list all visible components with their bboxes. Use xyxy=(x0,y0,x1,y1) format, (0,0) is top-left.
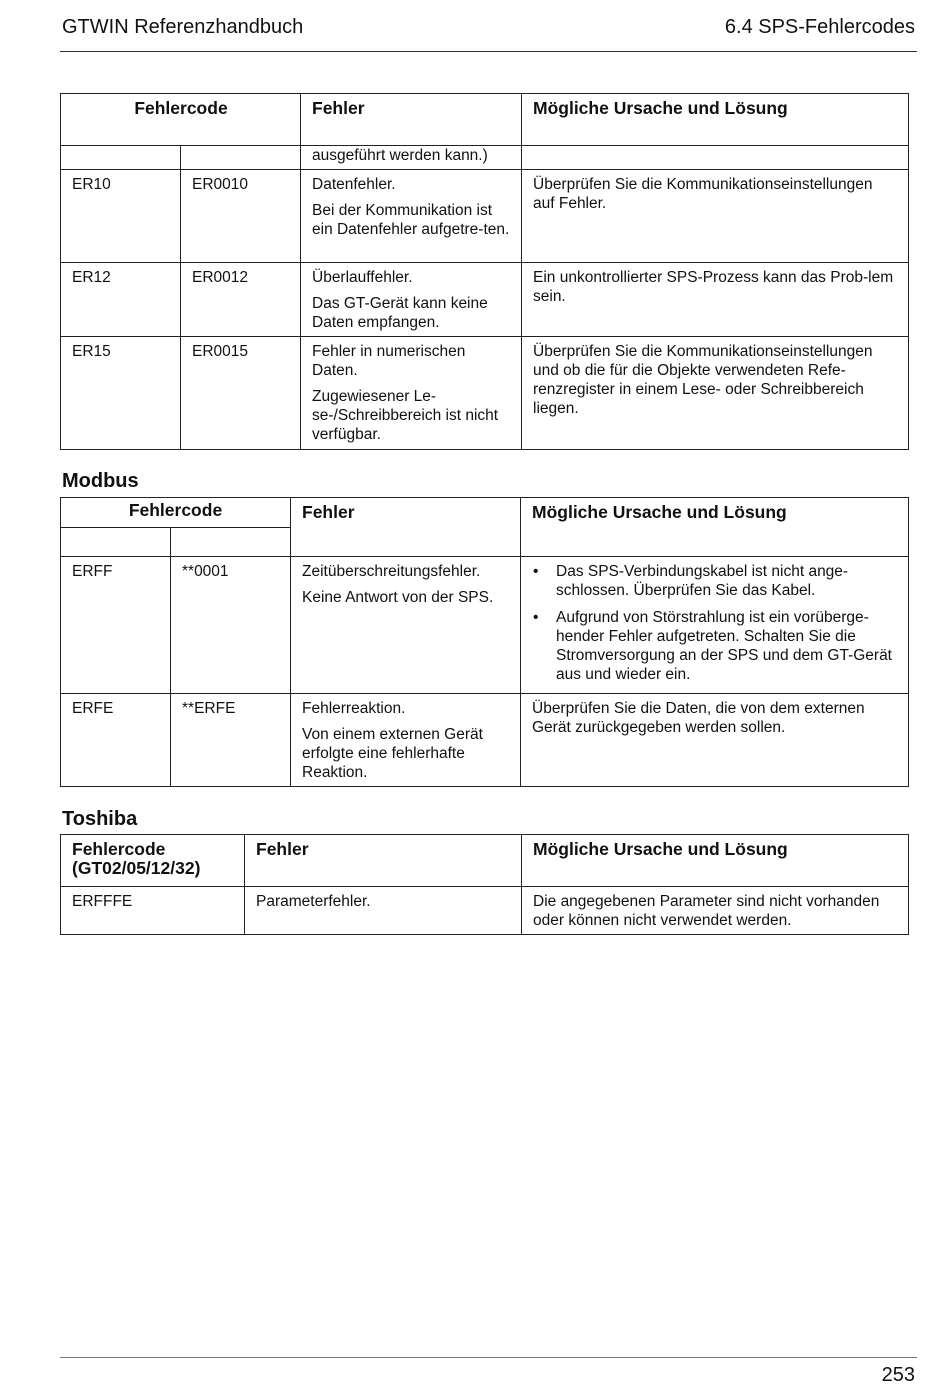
header-rule xyxy=(60,51,917,52)
error-code: ERFFFE xyxy=(72,893,133,910)
table-row xyxy=(61,146,909,170)
error-code: ER10 xyxy=(72,176,111,193)
section-heading-modbus: Modbus xyxy=(62,470,139,492)
table-row xyxy=(61,337,909,450)
subheader-gt01: GT01/11/21 xyxy=(67,532,149,549)
error-code: ER12 xyxy=(72,269,111,286)
header-fehler: Fehler xyxy=(312,98,365,118)
footer-rule xyxy=(60,1357,917,1358)
error-description: Von einem externen Gerät erfolgte eine fehlerhafte Reaktion. xyxy=(302,726,483,781)
error-description: Keine Antwort von der SPS. xyxy=(302,589,494,606)
error-code: ER15 xyxy=(72,343,111,360)
error-table-modbus xyxy=(60,497,909,787)
error-table-toshiba xyxy=(60,834,909,935)
header-fehlercode: Fehlercode xyxy=(134,98,228,118)
header-ursache: Mögliche Ursache und Lösung xyxy=(533,98,788,118)
page-number: 253 xyxy=(881,1364,915,1386)
error-solution: Überprüfen Sie die Daten, die von dem externen Gerät zurückgegeben werden sollen. xyxy=(532,700,865,736)
section-title: 6.4 SPS-Fehlercodes xyxy=(724,16,915,38)
error-solution: Überprüfen Sie die Kommunikationseinstellungen auf Fehler. xyxy=(533,176,873,212)
error-name: Fehler in numerischen Daten. xyxy=(312,343,466,379)
error-table-continued xyxy=(60,93,909,450)
error-solution: Ein unkontrollierter SPS-Prozess kann das Prob-lem sein. xyxy=(533,269,894,305)
error-name: Datenfehler. xyxy=(312,176,396,193)
error-solution: Die angegebenen Parameter sind nicht vorhanden oder können nicht verwendet werden. xyxy=(533,893,880,929)
table-row xyxy=(61,694,909,787)
header-ursache: Mögliche Ursache und Lösung xyxy=(533,839,788,859)
table-row xyxy=(61,170,909,263)
error-description: Zugewiesener Le-se-/Schreibbereich ist nicht verfügbar. xyxy=(312,388,499,443)
error-code-alt: ER0015 xyxy=(192,343,249,360)
error-description: Das GT-Gerät kann keine Daten empfangen. xyxy=(312,295,488,331)
error-code-alt: **ERFE xyxy=(182,700,236,717)
error-name: Parameterfehler. xyxy=(256,893,371,910)
table-row xyxy=(61,263,909,337)
error-code: ERFE xyxy=(72,700,114,717)
page-header xyxy=(62,16,915,46)
header-ursache: Mögliche Ursache und Lösung xyxy=(532,502,787,522)
error-description: Bei der Kommunikation ist ein Datenfehler aufgetre-ten. xyxy=(312,202,510,238)
continuation-text: ausgeführt werden kann.) xyxy=(312,147,488,164)
table-header-row xyxy=(61,835,909,887)
list-item: • Das SPS-Verbindungskabel ist nicht ange-schlossen. Überprüfen Sie das Kabel. xyxy=(532,562,898,600)
error-code: ERFF xyxy=(72,563,113,580)
error-code-alt: **0001 xyxy=(182,563,229,580)
header-fehler: Fehler xyxy=(302,502,355,522)
error-solution: Überprüfen Sie die Kommunikationseinstellungen und ob die für die Objekte verwendeten Refe-renzregister in einem Lese- oder Schreibbereich liegen. xyxy=(533,343,873,417)
error-code-alt: ER0010 xyxy=(192,176,249,193)
header-fehler: Fehler xyxy=(256,839,309,859)
header-fehlercode: Fehlercode (GT02/05/12/32) xyxy=(72,839,201,878)
error-code-alt: ER0012 xyxy=(192,269,249,286)
list-item: • Aufgrund von Störstrahlung ist ein vorüberge-hender Fehler aufgetreten. Schalten Sie die Stromversorgung an der SPS und dem GT-Gerät aus und wieder ein. xyxy=(532,608,898,684)
table-header-row xyxy=(61,94,909,146)
header-fehlercode: Fehlercode xyxy=(128,500,223,520)
table-row xyxy=(61,557,909,694)
table-header-row xyxy=(61,498,909,528)
section-heading-toshiba: Toshiba xyxy=(62,808,138,830)
document-title: GTWIN Referenzhandbuch xyxy=(62,16,304,38)
error-name: Fehlerreaktion. xyxy=(302,700,406,717)
subheader-anderes-gt: Anderes GT xyxy=(177,532,265,549)
table-row xyxy=(61,887,909,935)
error-name: Zeitüberschreitungsfehler. xyxy=(302,563,481,580)
error-name: Überlauffehler. xyxy=(312,269,413,286)
solution-list xyxy=(532,562,898,684)
